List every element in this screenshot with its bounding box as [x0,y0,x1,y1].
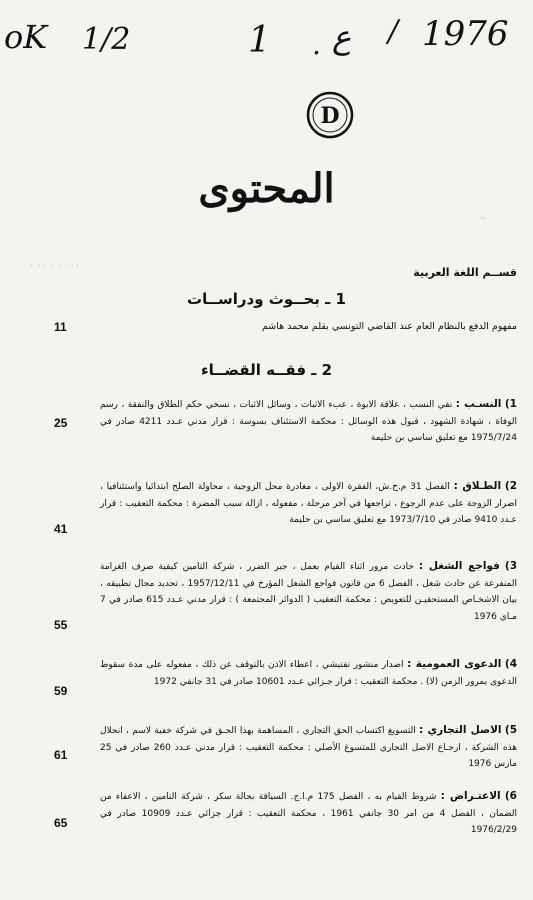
handwritten-number: 1 [248,20,271,61]
handwritten-slash: / [388,14,399,49]
entry-body: شروط القيام به ، الفصل 175 م.ا.ج. السياقة بحالة سكر ، شركة التامين ، الاعفاء من الضمان ، الفصل 4 من امر 30 جانفي 1961 ، محكمة التعقيب : قرار جزائي عـدد 10909 صادر في 1976/2/29 [100,792,518,835]
toc-entry [100,722,517,773]
entry-title: الاعتـراض : [440,790,501,802]
entry-number: 5) [504,724,518,736]
entry-page-number: 41 [54,522,68,536]
entry-number: 6) [504,790,517,802]
handwritten-dot: . [312,28,321,61]
entry-page-number: 61 [54,748,68,762]
intro-entry: مفهوم الدفع بالنظام العام عند القاضي التونسي بقلم محمد هاشم [261,321,517,332]
entry-body: نفي النسب ، علاقة الابوة ، عبء الاثبات ، وسائل الاثبات ، نسخي حكم الطلاق والنفقة ، رسم الوفاة ، شهادة الشهود ، قبول هذه الوسائل : محكمة الاستئناف بسوسة : قرار مدني عـدد 4211 صادر في 1975/7/24 مع تعليق ساسي بن حليمة [100,400,517,443]
entry-number: 1) [504,398,517,410]
entry-page-number: 55 [54,618,68,632]
handwritten-year: 1976 [422,14,509,54]
entry-page-number: 65 [54,816,68,830]
entry-title: فواجع الشغل : [418,560,500,572]
scan-speckle: · ·· · · · · [30,262,81,270]
handwritten-letter: ع [332,18,352,56]
section-label: قســم اللغة العربية [413,266,517,279]
logo-letter: D [320,103,340,129]
handwritten-ok: oK [4,18,48,56]
page-title: المحتوى [198,165,335,212]
toc-entry [100,558,517,625]
intro-page-number: 11 [54,320,67,334]
entry-title: الدعوى العمومية : [407,658,502,670]
entry-title: الطـلاق : [453,480,502,492]
toc-entry [100,396,517,447]
publisher-logo-icon [305,90,355,140]
entry-number: 3) [504,560,517,572]
entry-body: الفصل 31 م.ح.ش، الفقرة الاولى ، مغادرة محل الزوجية ، محاولة الصلح ابتدائيا واستئنافيا ، اضرار الزوجة على عدم الرجوع ، تراجعها في آخر مرحلة ، مفعوله ، ازالة سبب المضرة : محكمة التعقيب : قرار عـدد 9410 صادر في 1973/7/10 مع تعليق ساسي بن حليمة [100,482,517,525]
handwritten-fraction: 1/2 [82,22,131,57]
heading-research: 1 ـ بحــوث ودراســات [187,290,346,308]
entry-title: الاصل التجاري : [419,724,502,736]
scan-speckle: ·· [480,214,486,224]
entry-body: حادث مرور اثناء القيام بعمل ، جبر الضرر ، شركة التامين كيفية صرف الغرامة المنفرعة عن حادث شغل ، الفصل 6 من قانون فواجع الشغل المؤرخ في 1957/12/11 ، تحديد مجال تطبيقه ، بيان الاشخـاص المستحقيـن للتعويض : محكمة التعقيب ( الدوائر المجتمعة ) : قرار مدني عـدد 615 صادر في 7 مـاي 1976 [100,562,517,622]
toc-entry [100,788,517,839]
entry-body: اصدار منشور تفتيشي ، اعطاء الاذن بالتوقف عن ذلك ، مفعوله على مدة سقوط الدعوى بمرور الزمن (لا) . محكمة التعقيب : قرار جـزائي عـدد 10601 صادر في 31 جانفي 1972 [100,660,517,687]
entry-body: التسويغ اكتساب الحق التجاري ، المساهمة بهذا الحـق في شركة خفية لاسم ، انحلال هذه الشركة ، ارجـاع الاصل التجاري للمتسوغ الأصلي : محكمة التعقيب : قرار مدني عـدد 260 صادر في 25 مارس 1976 [100,726,518,769]
toc-entry [100,478,517,529]
heading-jurisprudence: 2 ـ فقــه القضــاء [200,361,333,379]
toc-entry [100,656,517,690]
entry-title: النسـب : [455,398,502,410]
entry-number: 2) [504,480,517,492]
entry-number: 4) [504,658,517,670]
entry-page-number: 25 [54,416,68,430]
entry-page-number: 59 [54,684,68,698]
